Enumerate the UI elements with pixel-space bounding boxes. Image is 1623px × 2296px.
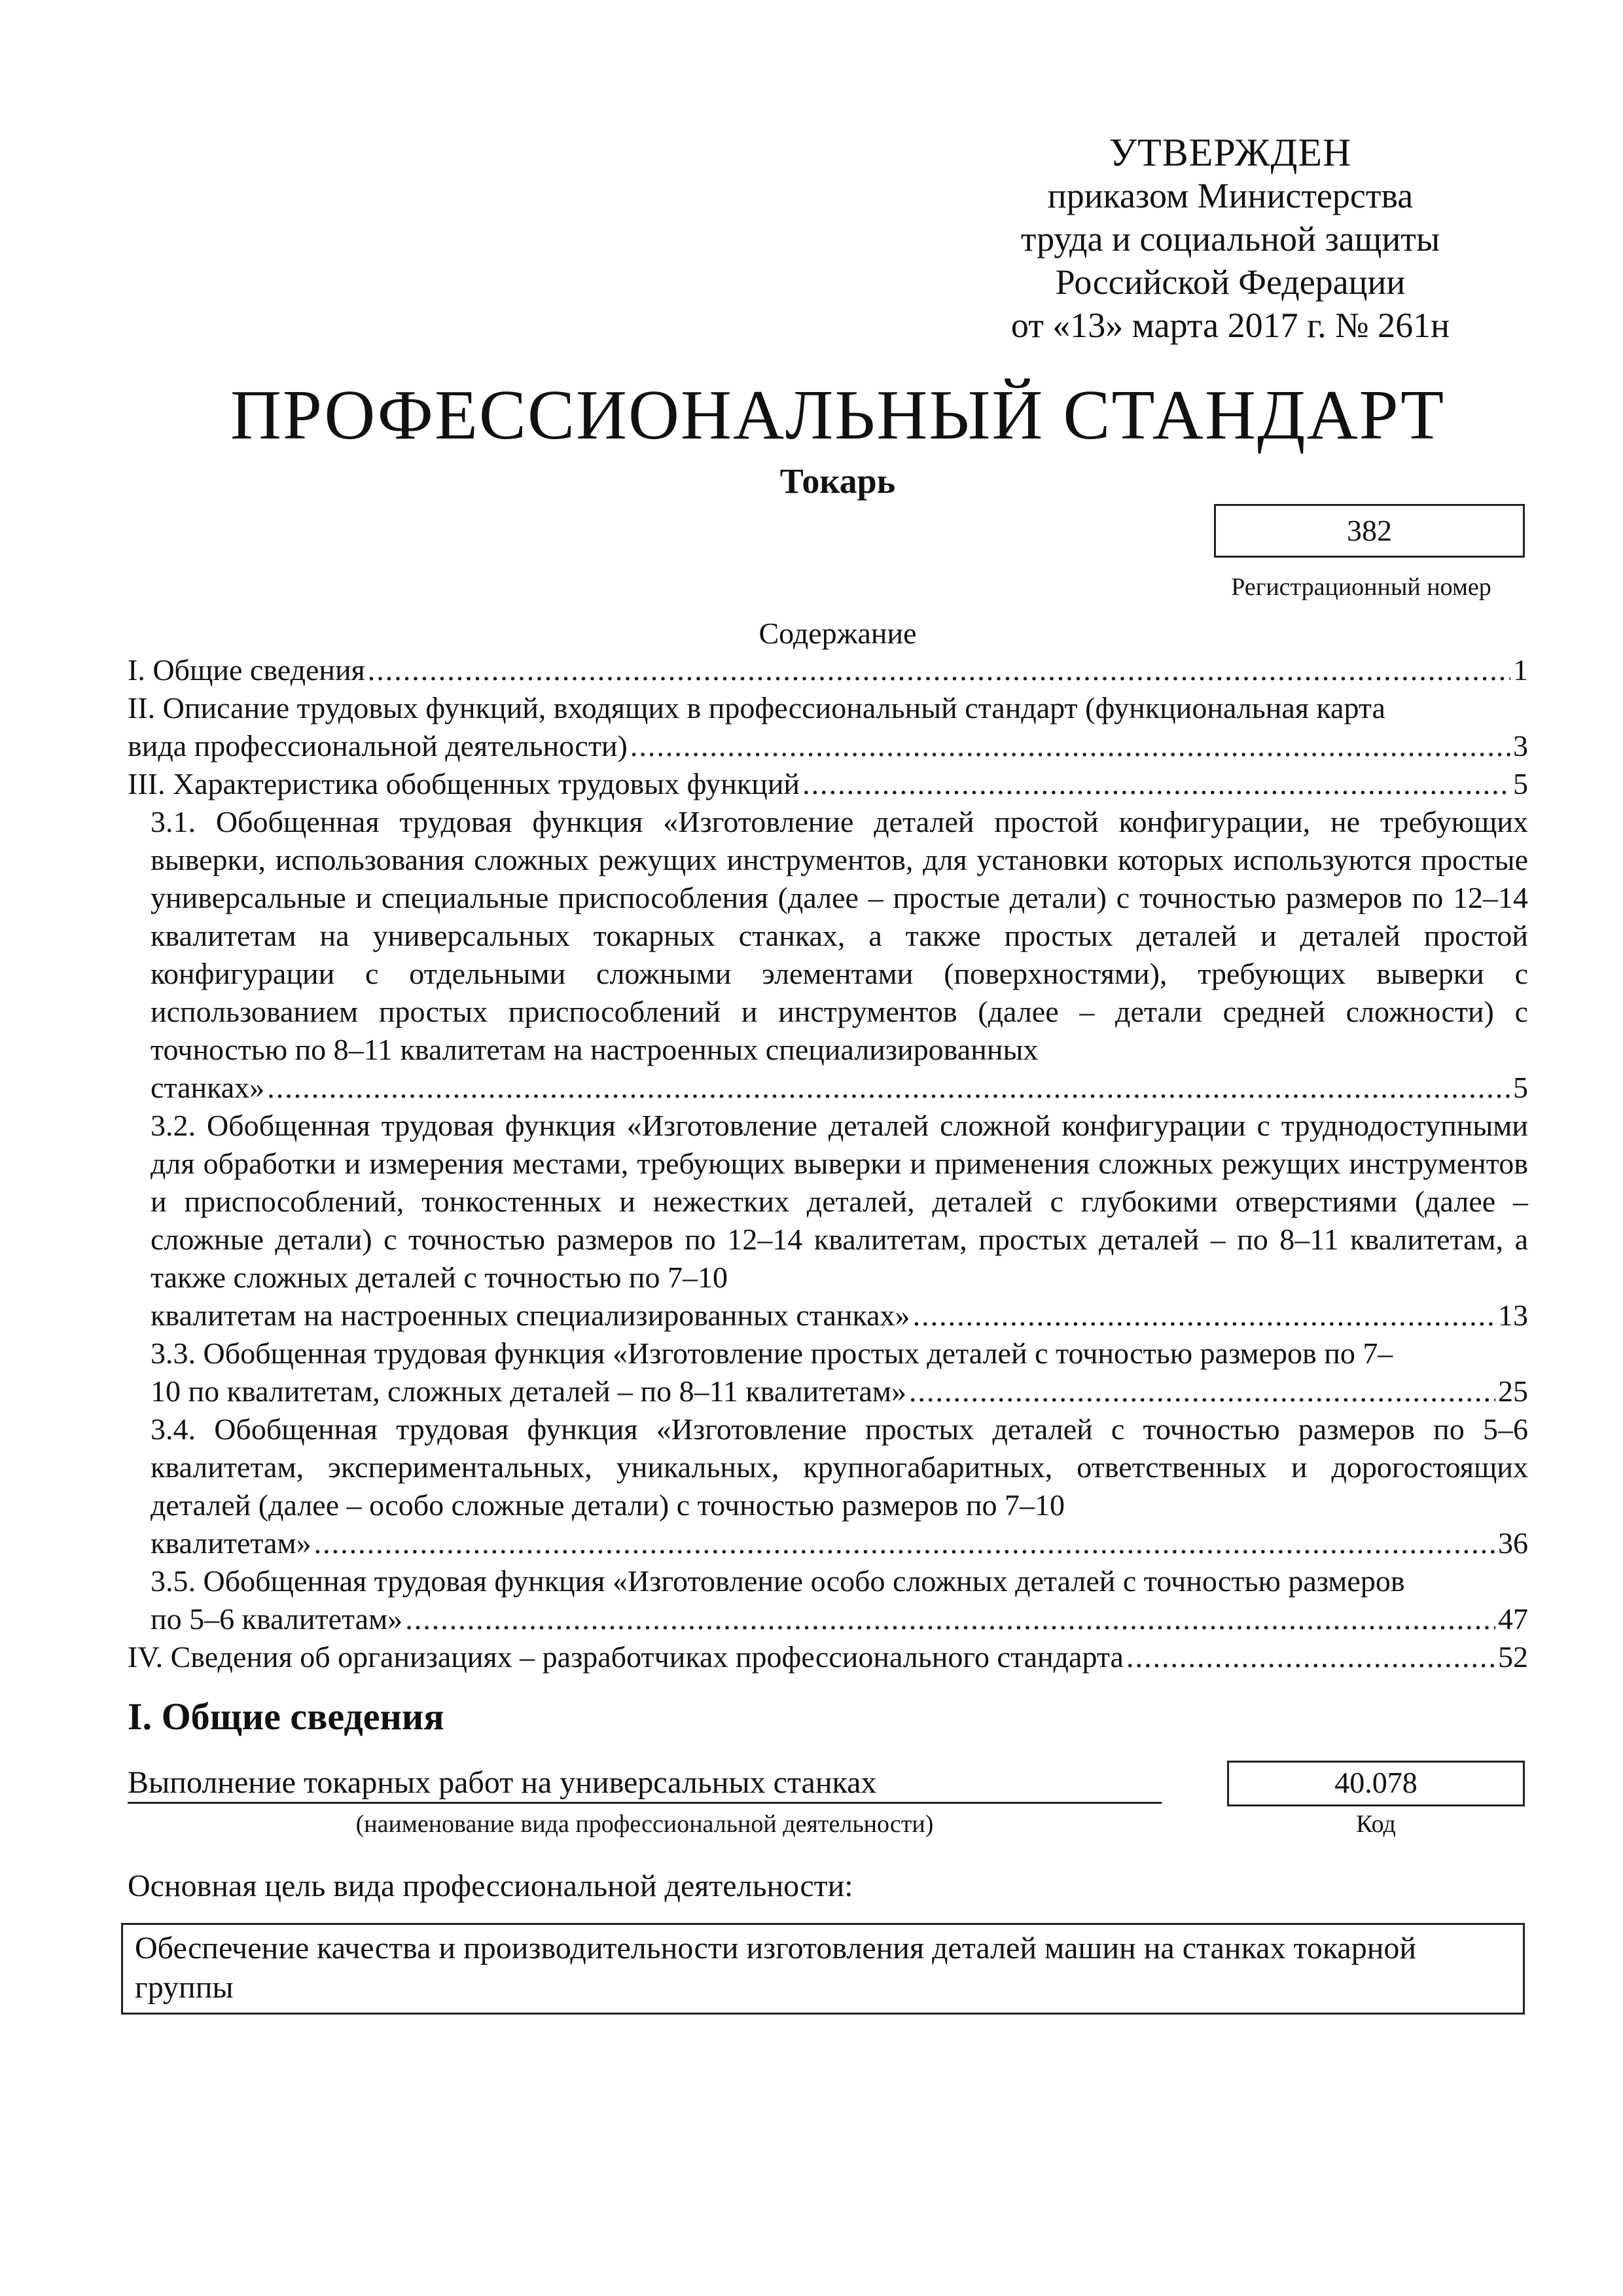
toc-item-text: 3.4. Обобщенная трудовая функция «Изготовление простых деталей с точностью размеров по 5–6 квалитетам, экспериментальных, уникальных, крупногабаритных, ответственных и дорогостоящих деталей (далее – особо сложные детали) с точностью размеров по 7–10 xyxy=(151,1412,1528,1522)
toc-item-label: I. Общие сведения xyxy=(128,653,365,687)
toc-item-label: вида профессиональной деятельности) xyxy=(128,729,628,762)
activity-code-caption: Код xyxy=(1356,1810,1396,1838)
toc-item-text: 3.2. Обобщенная трудовая функция «Изготовление деталей сложной конфигурации с труднодоступными для обработки и измерения местами, требующих выверки и применения сложных режущих инструментов и приспособлений, тонкостенных и нежестких деталей, деталей с глубокими отверстиями (далее – сложные детали) с точностью размеров по 12–14 квалитетам, простых деталей – по 8–11 квалитетам, а также сложных деталей с точностью по 7–10 xyxy=(151,1109,1528,1294)
document-title: ПРОФЕССИОНАЛЬНЫЙ СТАНДАРТ xyxy=(230,376,1446,454)
toc-item-page: 13 xyxy=(1498,1299,1528,1332)
registration-number-box: 382 xyxy=(1214,504,1525,558)
toc-item-text: 3.3. Обобщенная трудовая функция «Изготовление простых деталей с точностью размеров по 7– xyxy=(151,1336,1393,1370)
goal-label: Основная цель вида профессиональной деятельности: xyxy=(128,1869,853,1903)
toc-item-3-4[interactable] xyxy=(128,1410,1528,1562)
toc-item-page: 36 xyxy=(1498,1526,1528,1560)
toc-item-section-1[interactable] xyxy=(128,651,1528,689)
toc-item-page: 3 xyxy=(1513,729,1528,762)
toc-item-label: по 5–6 квалитетам» xyxy=(151,1602,403,1636)
toc-item-section-3[interactable] xyxy=(128,765,1528,803)
document-subtitle: Токарь xyxy=(779,461,896,501)
approval-status: УТВЕРЖДЕН xyxy=(1109,131,1352,174)
approval-date: от «13» марта 2017 г. № 261н xyxy=(1010,306,1450,345)
approval-line-2: труда и социальной защиты xyxy=(1020,219,1440,259)
toc-item-page: 1 xyxy=(1513,653,1528,687)
goal-text-box: Обеспечение качества и производительности изготовления деталей машин на станках токарной группы xyxy=(121,1923,1525,2015)
activity-name-caption: (наименование вида профессиональной деятельности) xyxy=(355,1810,934,1838)
activity-name-field: Выполнение токарных работ на универсальных станках xyxy=(128,1764,1162,1804)
toc-item-page: 52 xyxy=(1498,1640,1528,1674)
activity-code-box: 40.078 xyxy=(1227,1761,1525,1806)
toc-item-label: квалитетам на настроенных специализированных станках» xyxy=(151,1299,910,1332)
toc-item-page: 5 xyxy=(1513,767,1528,800)
toc-item-page: 5 xyxy=(1513,1071,1528,1104)
toc-item-text: II. Описание трудовых функций, входящих в профессиональный стандарт (функциональная карта xyxy=(128,691,1385,725)
toc-heading: Содержание xyxy=(758,617,917,650)
toc-item-text: 3.1. Обобщенная трудовая функция «Изготовление деталей простой конфигурации, не требующих выверки, использования сложных режущих инструментов, для установки которых используются простые универсальные и специальные приспособления (далее – простые детали) с точностью размеров по 12–14 квалитетам на универсальных токарных станках, а также простых деталей и деталей простой конфигурации с отдельными сложными элементами (поверхностями), требующих выверки с использованием простых приспособлений и инструментов (далее – детали средней сложности) с точностью по 8–11 квалитетам на настроенных специализированных xyxy=(151,805,1528,1066)
toc-item-label: квалитетам» xyxy=(151,1526,312,1560)
toc-item-3-1[interactable] xyxy=(128,803,1528,1107)
toc-item-label: III. Характеристика обобщенных трудовых функций xyxy=(128,767,800,800)
toc-item-3-3[interactable] xyxy=(128,1335,1528,1410)
toc-item-label: станках» xyxy=(151,1071,265,1104)
approval-block xyxy=(942,131,1518,347)
toc-item-text: 3.5. Обобщенная трудовая функция «Изготовление особо сложных деталей с точностью размеров xyxy=(151,1564,1405,1598)
approval-line-3: Российской Федерации xyxy=(1055,262,1406,302)
approval-line-1: приказом Министерства xyxy=(1047,176,1414,215)
toc-item-3-5[interactable] xyxy=(128,1562,1528,1638)
table-of-contents xyxy=(128,651,1528,1676)
section-1-heading: I. Общие сведения xyxy=(128,1695,444,1738)
toc-item-label: 10 по квалитетам, сложных деталей – по 8–11 квалитетам» xyxy=(151,1374,906,1408)
registration-number-label: Регистрационный номер xyxy=(1231,573,1491,601)
toc-item-3-2[interactable] xyxy=(128,1107,1528,1335)
toc-item-label: IV. Сведения об организациях – разработчиках профессионального стандарта xyxy=(128,1640,1124,1674)
toc-item-section-4[interactable] xyxy=(128,1638,1528,1676)
toc-item-page: 47 xyxy=(1498,1602,1528,1636)
toc-item-section-2[interactable] xyxy=(128,689,1528,765)
toc-item-page: 25 xyxy=(1498,1374,1528,1408)
